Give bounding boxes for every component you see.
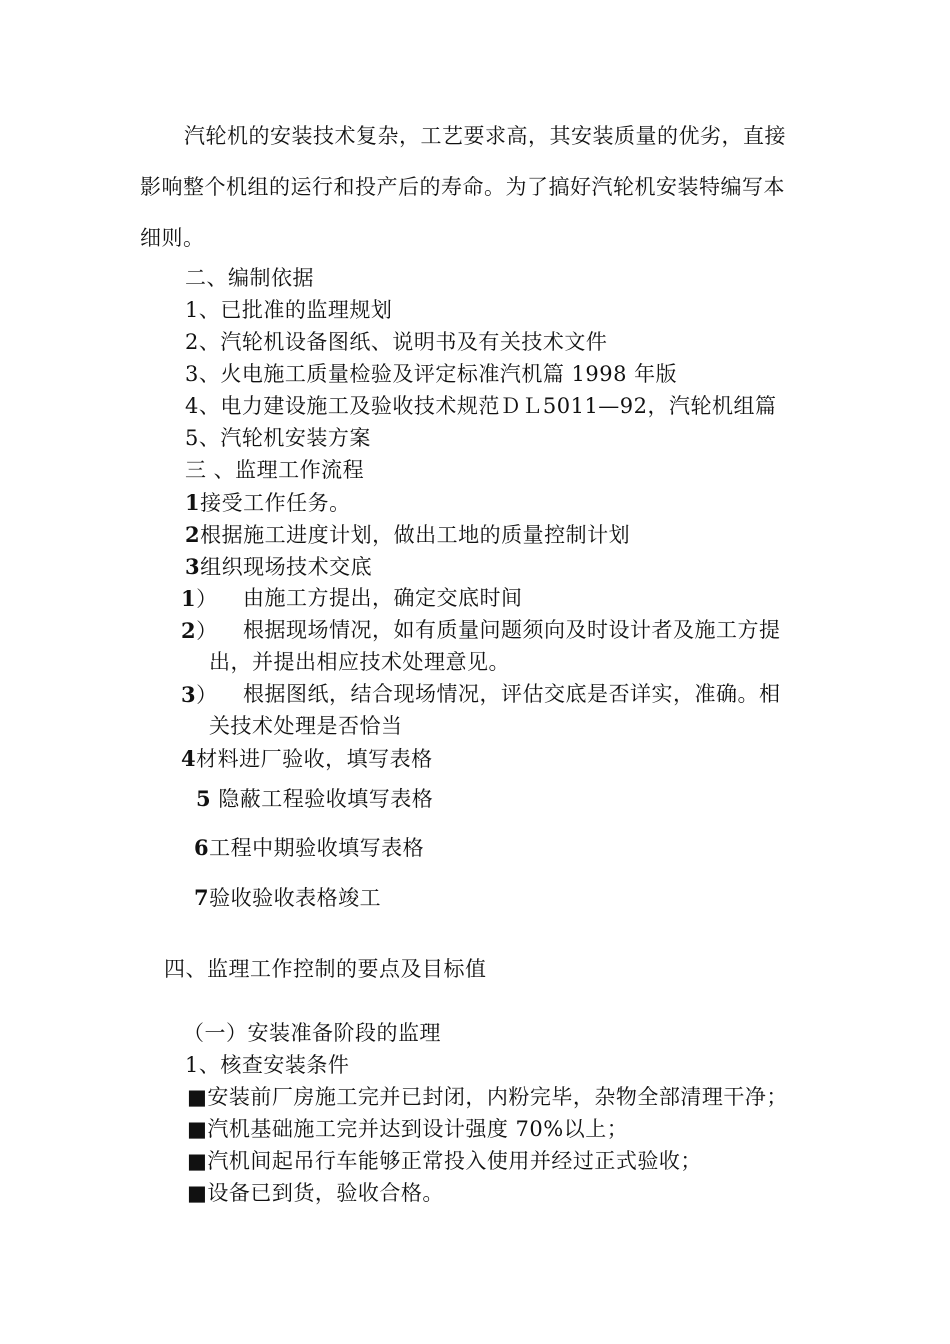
intro-paragraph-line-3: 细则。	[140, 226, 205, 250]
workflow-step: 3组织现场技术交底	[185, 554, 373, 579]
intro-paragraph-line-2: 影响整个机组的运行和投产后的寿命。为了搞好汽轮机安装特编写本	[140, 175, 785, 199]
subsection-heading-preparation: （一）安装准备阶段的监理	[183, 1021, 441, 1045]
condition-bullet: ■汽机间起吊行车能够正常投入使用并经过正式验收；	[187, 1149, 702, 1173]
condition-bullet: ■设备已到货，验收合格。	[187, 1181, 444, 1205]
check-item-heading: 1、核查安装条件	[185, 1053, 350, 1077]
briefing-subitem: 2） 根据现场情况，如有质量问题须向及时设计者及施工方提	[181, 618, 781, 643]
basis-item: 5、汽轮机安装方案	[185, 426, 371, 450]
basis-item: 1、已批准的监理规划	[185, 298, 393, 322]
workflow-step: 6工程中期验收填写表格	[194, 835, 425, 860]
briefing-subitem-continuation: 关技术处理是否恰当	[209, 714, 403, 738]
section-heading-basis: 二、编制依据	[185, 266, 314, 290]
workflow-step: 7验收验收表格竣工	[194, 885, 382, 910]
workflow-step: 1接受工作任务。	[185, 490, 351, 515]
condition-bullet: ■安装前厂房施工完并已封闭，内粉完毕，杂物全部清理干净；	[187, 1085, 788, 1109]
basis-item: 3、火电施工质量检验及评定标准汽机篇 1998 年版	[185, 362, 678, 386]
section-heading-workflow: 三 、监理工作流程	[185, 458, 365, 482]
briefing-subitem-continuation: 出，并提出相应技术处理意见。	[209, 650, 510, 674]
square-bullet-icon: ■	[187, 1181, 208, 1205]
square-bullet-icon: ■	[187, 1117, 208, 1141]
square-bullet-icon: ■	[187, 1149, 208, 1173]
workflow-step: 2根据施工进度计划，做出工地的质量控制计划	[185, 522, 631, 547]
section-heading-control-points: 四、监理工作控制的要点及目标值	[164, 957, 487, 981]
basis-item: 4、电力建设施工及验收技术规范ＤＬ5011—92，汽轮机组篇	[185, 394, 777, 418]
intro-paragraph-line-1: 汽轮机的安装技术复杂，工艺要求高，其安装质量的优劣，直接	[184, 124, 786, 148]
workflow-step: 4材料进厂验收，填写表格	[181, 746, 433, 771]
basis-item: 2、汽轮机设备图纸、说明书及有关技术文件	[185, 330, 608, 354]
workflow-step: 5 隐蔽工程验收填写表格	[196, 786, 434, 811]
square-bullet-icon: ■	[187, 1085, 208, 1109]
briefing-subitem: 3） 根据图纸，结合现场情况，评估交底是否详实，准确。相	[181, 682, 781, 707]
briefing-subitem: 1） 由施工方提出，确定交底时间	[181, 586, 523, 611]
condition-bullet: ■汽机基础施工完并达到设计强度 70%以上；	[187, 1117, 629, 1141]
